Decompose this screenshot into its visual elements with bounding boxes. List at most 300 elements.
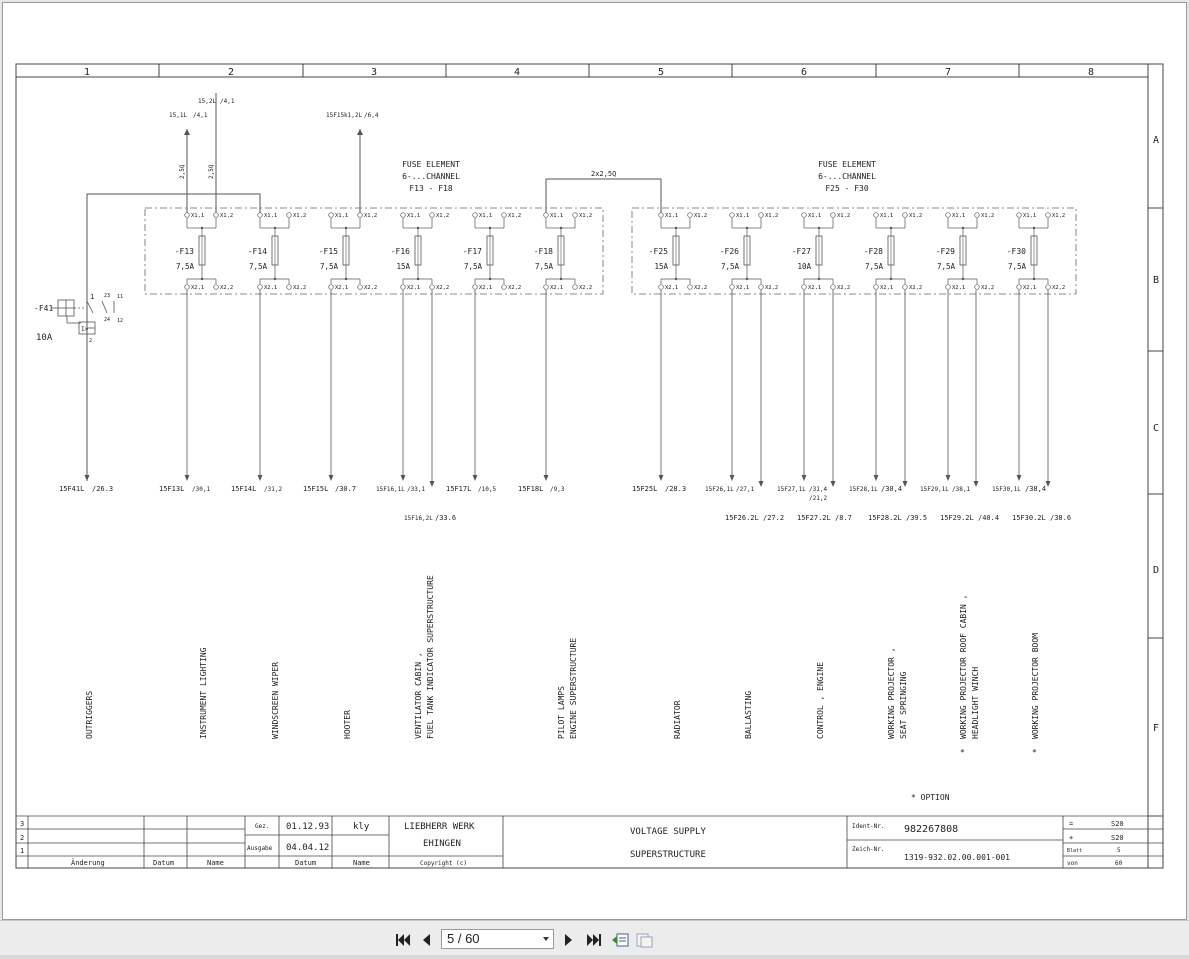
consumers	[85, 575, 1040, 802]
svg-text:+: +	[1069, 834, 1074, 842]
terminal-x12	[287, 213, 292, 218]
svg-text:2: 2	[89, 338, 93, 344]
svg-text:5: 5	[1117, 847, 1121, 854]
terminal-x21	[802, 285, 807, 290]
ref-label: 15F13L	[159, 485, 185, 493]
terminal-x21	[329, 285, 334, 290]
outputs-layer	[85, 290, 1051, 487]
fuse-rating: 7,5A	[864, 262, 883, 271]
col-label: 4	[513, 67, 521, 78]
terminal-label: X1,1	[952, 213, 966, 219]
junction-dot	[274, 278, 276, 280]
svg-text:11: 11	[117, 294, 124, 300]
output-arrow	[802, 475, 807, 481]
terminal-x12	[214, 213, 219, 218]
ref-target: /10,5	[478, 486, 497, 493]
fuse-f25	[649, 213, 708, 291]
fuse-rating: 7,5A	[1007, 262, 1026, 271]
ref-target: /38,1	[952, 486, 971, 493]
row-label: A	[1152, 135, 1160, 146]
terminal-x21	[185, 285, 190, 290]
output-arrow	[759, 481, 764, 487]
junction-dot	[417, 278, 419, 280]
fuse-name: -F14	[247, 247, 267, 256]
fuse-name: -F27	[791, 247, 811, 256]
output-arrow	[903, 481, 908, 487]
ref-target: /28.3	[665, 485, 687, 493]
junction-dot	[890, 227, 892, 229]
svg-text:Gez.: Gez.	[255, 823, 270, 830]
row-label: F	[1152, 723, 1160, 734]
svg-text:15F15k1,2L: 15F15k1,2L	[326, 112, 363, 119]
terminal-label: X1,2	[293, 213, 307, 219]
terminal-label: X2,1	[808, 285, 822, 291]
consumer-pilot-lamps: PILOT LAMPS	[557, 686, 566, 739]
first-page-button[interactable]	[394, 931, 412, 949]
row-label: B	[1152, 275, 1160, 286]
svg-text:Datum: Datum	[153, 859, 175, 867]
terminal-x11	[946, 213, 951, 218]
consumer-engine-superstructure: ENGINE SUPERSTRUCTURE	[569, 637, 578, 739]
terminal-x11	[1017, 213, 1022, 218]
svg-text:FUSE ELEMENT: FUSE ELEMENT	[402, 160, 460, 169]
output-arrow	[730, 475, 735, 481]
fuse-rating: 7,5A	[720, 262, 739, 271]
ref-label: 15F17L	[446, 485, 472, 493]
terminal-label: X2,2	[765, 285, 779, 291]
ref-label: 15F18L	[518, 485, 544, 493]
ref-target: /38.6	[1050, 514, 1072, 522]
svg-text:Zeich-Nr.: Zeich-Nr.	[852, 846, 885, 853]
junction-dot	[489, 227, 491, 229]
junction-dot	[201, 278, 203, 280]
svg-text:1: 1	[90, 293, 95, 301]
terminal-label: X2,1	[952, 285, 966, 291]
ref-label: 15F26,1L	[705, 486, 734, 493]
terminal-x22	[430, 285, 435, 290]
fuse-name: -F28	[863, 247, 883, 256]
output-arrow	[831, 481, 836, 487]
terminal-label: X1,1	[335, 213, 349, 219]
svg-text:Name: Name	[207, 859, 224, 867]
junction-dot	[1033, 278, 1035, 280]
svg-text:982267808: 982267808	[904, 824, 959, 835]
svg-text:F13 - F18: F13 - F18	[409, 184, 453, 193]
junction-dot	[962, 278, 964, 280]
ref-label: 15F14L	[231, 485, 257, 493]
terminal-label: X2,2	[1052, 285, 1066, 291]
terminal-label: X2,2	[220, 285, 234, 291]
output-arrow	[473, 475, 478, 481]
terminal-label: X2,1	[550, 285, 564, 291]
svg-text:Ausgabe: Ausgabe	[247, 845, 273, 852]
terminal-x21	[473, 285, 478, 290]
fuse-f16	[391, 213, 450, 291]
next-page-icon	[563, 933, 575, 947]
terminal-x21	[946, 285, 951, 290]
terminal-label: X1,2	[981, 213, 995, 219]
terminal-x21	[730, 285, 735, 290]
forward-view-icon	[636, 932, 654, 948]
ref-label: 15F30,1L	[992, 486, 1021, 493]
consumer-instrument-lighting: INSTRUMENT LIGHTING	[199, 647, 208, 739]
fuse-f14	[248, 213, 307, 291]
svg-text:Datum: Datum	[295, 859, 317, 867]
svg-text:01.12.93: 01.12.93	[286, 822, 330, 832]
fuse-rating: 15A	[654, 262, 668, 271]
fuse-f13	[175, 213, 234, 291]
terminal-label: X2,1	[407, 285, 421, 291]
terminal-label: X2,2	[694, 285, 708, 291]
terminal-x22	[502, 285, 507, 290]
feed-arrows	[184, 129, 363, 135]
consumer-hooter: HOOTER	[343, 710, 352, 739]
breaker-labels	[34, 293, 123, 344]
svg-text:2: 2	[20, 834, 25, 842]
fuse-f28	[864, 213, 923, 291]
terminal-x11	[544, 213, 549, 218]
ref-label: 15F16,1L	[376, 486, 405, 493]
terminal-label: X1,1	[1023, 213, 1037, 219]
fuses-layer	[175, 213, 1066, 291]
svg-text:I>: I>	[81, 326, 89, 333]
terminal-label: X2,2	[579, 285, 593, 291]
col-label: 2	[227, 67, 235, 78]
terminal-x11	[659, 213, 664, 218]
terminal-label: X1,1	[407, 213, 421, 219]
svg-text:EHINGEN: EHINGEN	[423, 839, 461, 849]
ref-target: /30,1	[192, 486, 211, 493]
terminal-x12	[975, 213, 980, 218]
terminal-x22	[358, 285, 363, 290]
svg-text:/6,4: /6,4	[364, 112, 379, 119]
ref-target: /9,3	[550, 486, 565, 493]
col-label: 8	[1087, 67, 1095, 78]
consumer-outriggers: OUTRIGGERS	[85, 690, 94, 739]
output-arrow	[544, 475, 549, 481]
terminal-label: X2,2	[981, 285, 995, 291]
junction-dot	[560, 278, 562, 280]
terminal-label: X1,1	[191, 213, 205, 219]
junction-dot	[890, 278, 892, 280]
terminal-label: X1,2	[220, 213, 234, 219]
go-back-view-button[interactable]	[611, 931, 629, 949]
fuse-name: -F29	[935, 247, 955, 256]
terminal-label: X2,1	[665, 285, 679, 291]
terminal-label: X2,1	[264, 285, 278, 291]
next-page-button[interactable]	[560, 931, 578, 949]
status-strip	[0, 955, 1189, 959]
terminal-x11	[329, 213, 334, 218]
output-arrow	[946, 475, 951, 481]
terminal-label: X1,2	[364, 213, 378, 219]
svg-text:kly: kly	[353, 822, 370, 832]
fuse-f29	[936, 213, 995, 291]
output-arrow	[874, 475, 879, 481]
fuse-name: -F15	[318, 247, 338, 256]
terminal-label: X2,1	[1023, 285, 1037, 291]
terminal-label: X2,1	[736, 285, 750, 291]
svg-text:/4,1: /4,1	[220, 98, 235, 105]
col-label: 3	[370, 67, 378, 78]
terminal-label: X1,1	[550, 213, 564, 219]
ref-label: 15F41L	[59, 485, 85, 493]
terminal-label: X1,1	[479, 213, 493, 219]
ref-label: 15F16,2L	[404, 515, 433, 522]
junction-dot	[1033, 227, 1035, 229]
terminal-x21	[258, 285, 263, 290]
svg-text:12: 12	[117, 318, 124, 324]
terminal-label: X2,1	[479, 285, 493, 291]
ref-label: 15F29,1L	[920, 486, 949, 493]
fuse-rating: 7,5A	[936, 262, 955, 271]
col-label: 7	[944, 67, 952, 78]
junction-dot	[818, 227, 820, 229]
terminal-x12	[831, 213, 836, 218]
terminal-x21	[544, 285, 549, 290]
consumer-radiator: RADIATOR	[673, 700, 682, 739]
terminal-label: X1,2	[694, 213, 708, 219]
terminal-x12	[430, 213, 435, 218]
svg-text:SUPERSTRUCTURE: SUPERSTRUCTURE	[630, 850, 706, 860]
terminal-label: X2,2	[293, 285, 307, 291]
svg-text:-F41: -F41	[34, 304, 54, 313]
terminal-label: X2,1	[191, 285, 205, 291]
frame	[16, 64, 1163, 868]
consumer-windscreen-wiper: WINDSCREEN WIPER	[271, 661, 280, 739]
grid-labels	[84, 67, 1159, 734]
ref-label: 15F30.2L	[1012, 514, 1046, 522]
terminal-x22	[831, 285, 836, 290]
page-indicator: 5 / 60	[447, 931, 480, 946]
terminal-x22	[573, 285, 578, 290]
output-arrow	[1046, 481, 1051, 487]
junction-dot	[560, 227, 562, 229]
go-forward-view-button[interactable]	[636, 931, 654, 949]
prev-page-button[interactable]	[417, 931, 435, 949]
terminal-label: X1,2	[909, 213, 923, 219]
output-arrow	[329, 475, 334, 481]
fuse-f18	[534, 213, 593, 291]
junction-dot	[201, 227, 203, 229]
terminal-label: X1,2	[765, 213, 779, 219]
terminal-label: X2,2	[364, 285, 378, 291]
terminal-x22	[1046, 285, 1051, 290]
fuse-f27	[792, 213, 851, 291]
col-label: 6	[800, 67, 808, 78]
svg-text:VOLTAGE SUPPLY: VOLTAGE SUPPLY	[630, 827, 706, 837]
refs-row-1	[59, 485, 1046, 502]
terminal-x21	[874, 285, 879, 290]
output-arrow	[1017, 475, 1022, 481]
terminal-label: X1,1	[736, 213, 750, 219]
terminal-x22	[759, 285, 764, 290]
svg-text:Name: Name	[353, 859, 370, 867]
terminal-x22	[688, 285, 693, 290]
junction-dot	[274, 227, 276, 229]
terminal-x11	[802, 213, 807, 218]
svg-text:LIEBHERR WERK: LIEBHERR WERK	[404, 822, 475, 832]
output-arrow	[430, 481, 435, 487]
last-page-button[interactable]	[585, 931, 603, 949]
terminal-label: X1,2	[436, 213, 450, 219]
svg-text:/4,1: /4,1	[193, 112, 208, 119]
svg-text:2,5Q: 2,5Q	[179, 164, 186, 179]
svg-text:Ident-Nr.: Ident-Nr.	[852, 823, 885, 830]
junction-dot	[818, 278, 820, 280]
svg-text:Copyright (c): Copyright (c)	[420, 860, 467, 867]
svg-text:23: 23	[104, 293, 111, 299]
svg-text:=: =	[1069, 820, 1074, 828]
ref-target: /33,1	[407, 486, 426, 493]
back-view-icon	[611, 932, 629, 948]
ref-target: /27,1	[736, 486, 755, 493]
svg-text:60: 60	[1115, 860, 1123, 867]
junction-dot	[675, 278, 677, 280]
terminal-x12	[759, 213, 764, 218]
schematic	[3, 3, 1186, 919]
consumer-headlight-winch: HEADLIGHT WINCH	[971, 666, 980, 739]
option-marker: *	[960, 748, 965, 757]
option-note: * OPTION	[911, 793, 950, 802]
svg-text:1: 1	[20, 847, 25, 855]
terminal-label: X1,1	[808, 213, 822, 219]
terminal-label: X1,1	[264, 213, 278, 219]
consumer-fuel-tank: FUEL TANK INDICATOR SUPERSTRUCTURE	[426, 575, 435, 739]
terminal-x12	[688, 213, 693, 218]
terminal-x11	[258, 213, 263, 218]
svg-text:6-...CHANNEL: 6-...CHANNEL	[818, 172, 876, 181]
consumer-projector-roof: WORKING PROJECTOR ROOF CABIN ,	[959, 594, 968, 739]
svg-text:FUSE ELEMENT: FUSE ELEMENT	[818, 160, 876, 169]
feed-labels	[169, 98, 616, 179]
terminal-label: X2,1	[335, 285, 349, 291]
consumer-seat-springing: SEAT SPRINGING	[899, 671, 908, 739]
consumer-working-projector: WORKING PROJECTOR ,	[887, 647, 896, 739]
terminal-label: X1,2	[837, 213, 851, 219]
junction-dot	[345, 278, 347, 280]
ref-label: 15F27,1L	[777, 486, 806, 493]
col-label: 5	[657, 67, 665, 78]
ref-target: /21,2	[809, 495, 828, 502]
page-select[interactable]	[441, 929, 554, 949]
ref-label: 15F28,1L	[849, 486, 878, 493]
terminal-label: X2,2	[909, 285, 923, 291]
ref-target: /40.4	[978, 514, 1000, 522]
svg-text:24: 24	[104, 317, 111, 323]
chevron-down-icon	[543, 937, 549, 941]
consumer-control-engine: CONTROL , ENGINE	[816, 661, 825, 739]
terminal-x22	[975, 285, 980, 290]
viewer-toolbar	[0, 920, 1189, 959]
junction-dot	[962, 227, 964, 229]
terminal-x21	[401, 285, 406, 290]
terminal-x11	[185, 213, 190, 218]
ref-target: /30,4	[881, 485, 903, 493]
terminal-x21	[659, 285, 664, 290]
terminal-x11	[730, 213, 735, 218]
output-arrow	[85, 475, 90, 481]
terminal-x12	[502, 213, 507, 218]
ref-label: 15F27.2L	[797, 514, 831, 522]
svg-text:1319-932.02.00.001-001: 1319-932.02.00.001-001	[904, 853, 1010, 862]
terminal-x11	[401, 213, 406, 218]
terminal-x11	[874, 213, 879, 218]
terminal-label: X1,2	[508, 213, 522, 219]
terminal-x21	[1017, 285, 1022, 290]
svg-text:Blatt: Blatt	[1067, 848, 1083, 854]
svg-text:Änderung: Änderung	[71, 859, 105, 867]
refs-row-2	[404, 514, 1071, 522]
svg-text:6-...CHANNEL: 6-...CHANNEL	[402, 172, 460, 181]
junction-dot	[345, 227, 347, 229]
junction-dot	[746, 278, 748, 280]
terminal-label: X2,2	[508, 285, 522, 291]
svg-text:F25 - F30: F25 - F30	[825, 184, 869, 193]
junction-dot	[746, 227, 748, 229]
ref-label: 15F28.2L	[868, 514, 902, 522]
junction-dot	[675, 227, 677, 229]
output-arrow	[258, 475, 263, 481]
fuse-name: -F16	[390, 247, 410, 256]
fuse-rating: 15A	[396, 262, 410, 271]
fuse-rating: 7,5A	[319, 262, 338, 271]
terminal-label: X2,2	[837, 285, 851, 291]
fuse-rating: 7,5A	[248, 262, 267, 271]
title-block-text	[20, 820, 1124, 867]
fuse-group-2-header	[818, 160, 876, 193]
terminal-label: X2,2	[436, 285, 450, 291]
svg-text:3: 3	[20, 820, 25, 828]
consumer-ballasting: BALLASTING	[744, 690, 753, 739]
terminal-x12	[903, 213, 908, 218]
consumer-ventilator: VENTILATOR CABIN ,	[414, 652, 423, 739]
output-arrow	[659, 475, 664, 481]
svg-text:S20: S20	[1111, 820, 1124, 828]
ref-target: /39.5	[906, 514, 928, 522]
fuse-rating: 7,5A	[175, 262, 194, 271]
svg-text:2,5Q: 2,5Q	[208, 164, 215, 179]
drawing-sheet	[2, 2, 1187, 920]
ref-target: /26.3	[92, 485, 114, 493]
consumer-projector-boom: WORKING PROJECTOR BOOM	[1031, 633, 1040, 739]
svg-text:15,1L: 15,1L	[169, 112, 188, 119]
fuse-name: -F26	[719, 247, 739, 256]
fuse-name: -F13	[174, 247, 194, 256]
svg-text:von: von	[1067, 860, 1078, 867]
terminal-x22	[287, 285, 292, 290]
svg-text:S20: S20	[1111, 834, 1124, 842]
ref-target: /38,4	[1025, 485, 1047, 493]
terminal-x22	[903, 285, 908, 290]
fuse-rating: 7,5A	[463, 262, 482, 271]
terminal-label: X1,2	[579, 213, 593, 219]
svg-text:2x2,5Q: 2x2,5Q	[591, 170, 617, 178]
ref-label: 15F15L	[303, 485, 329, 493]
fuse-name: -F18	[533, 247, 553, 256]
terminal-label: X2,1	[880, 285, 894, 291]
svg-text:15,2L: 15,2L	[198, 98, 217, 105]
prev-page-icon	[420, 933, 432, 947]
terminal-x12	[573, 213, 578, 218]
junction-dot	[417, 227, 419, 229]
first-page-icon	[395, 933, 411, 947]
ref-label: 15F26.2L	[725, 514, 759, 522]
ref-target: /31,2	[264, 486, 283, 493]
fuse-name: -F17	[462, 247, 482, 256]
fuse-f26	[720, 213, 779, 291]
fuse-f17	[463, 213, 522, 291]
